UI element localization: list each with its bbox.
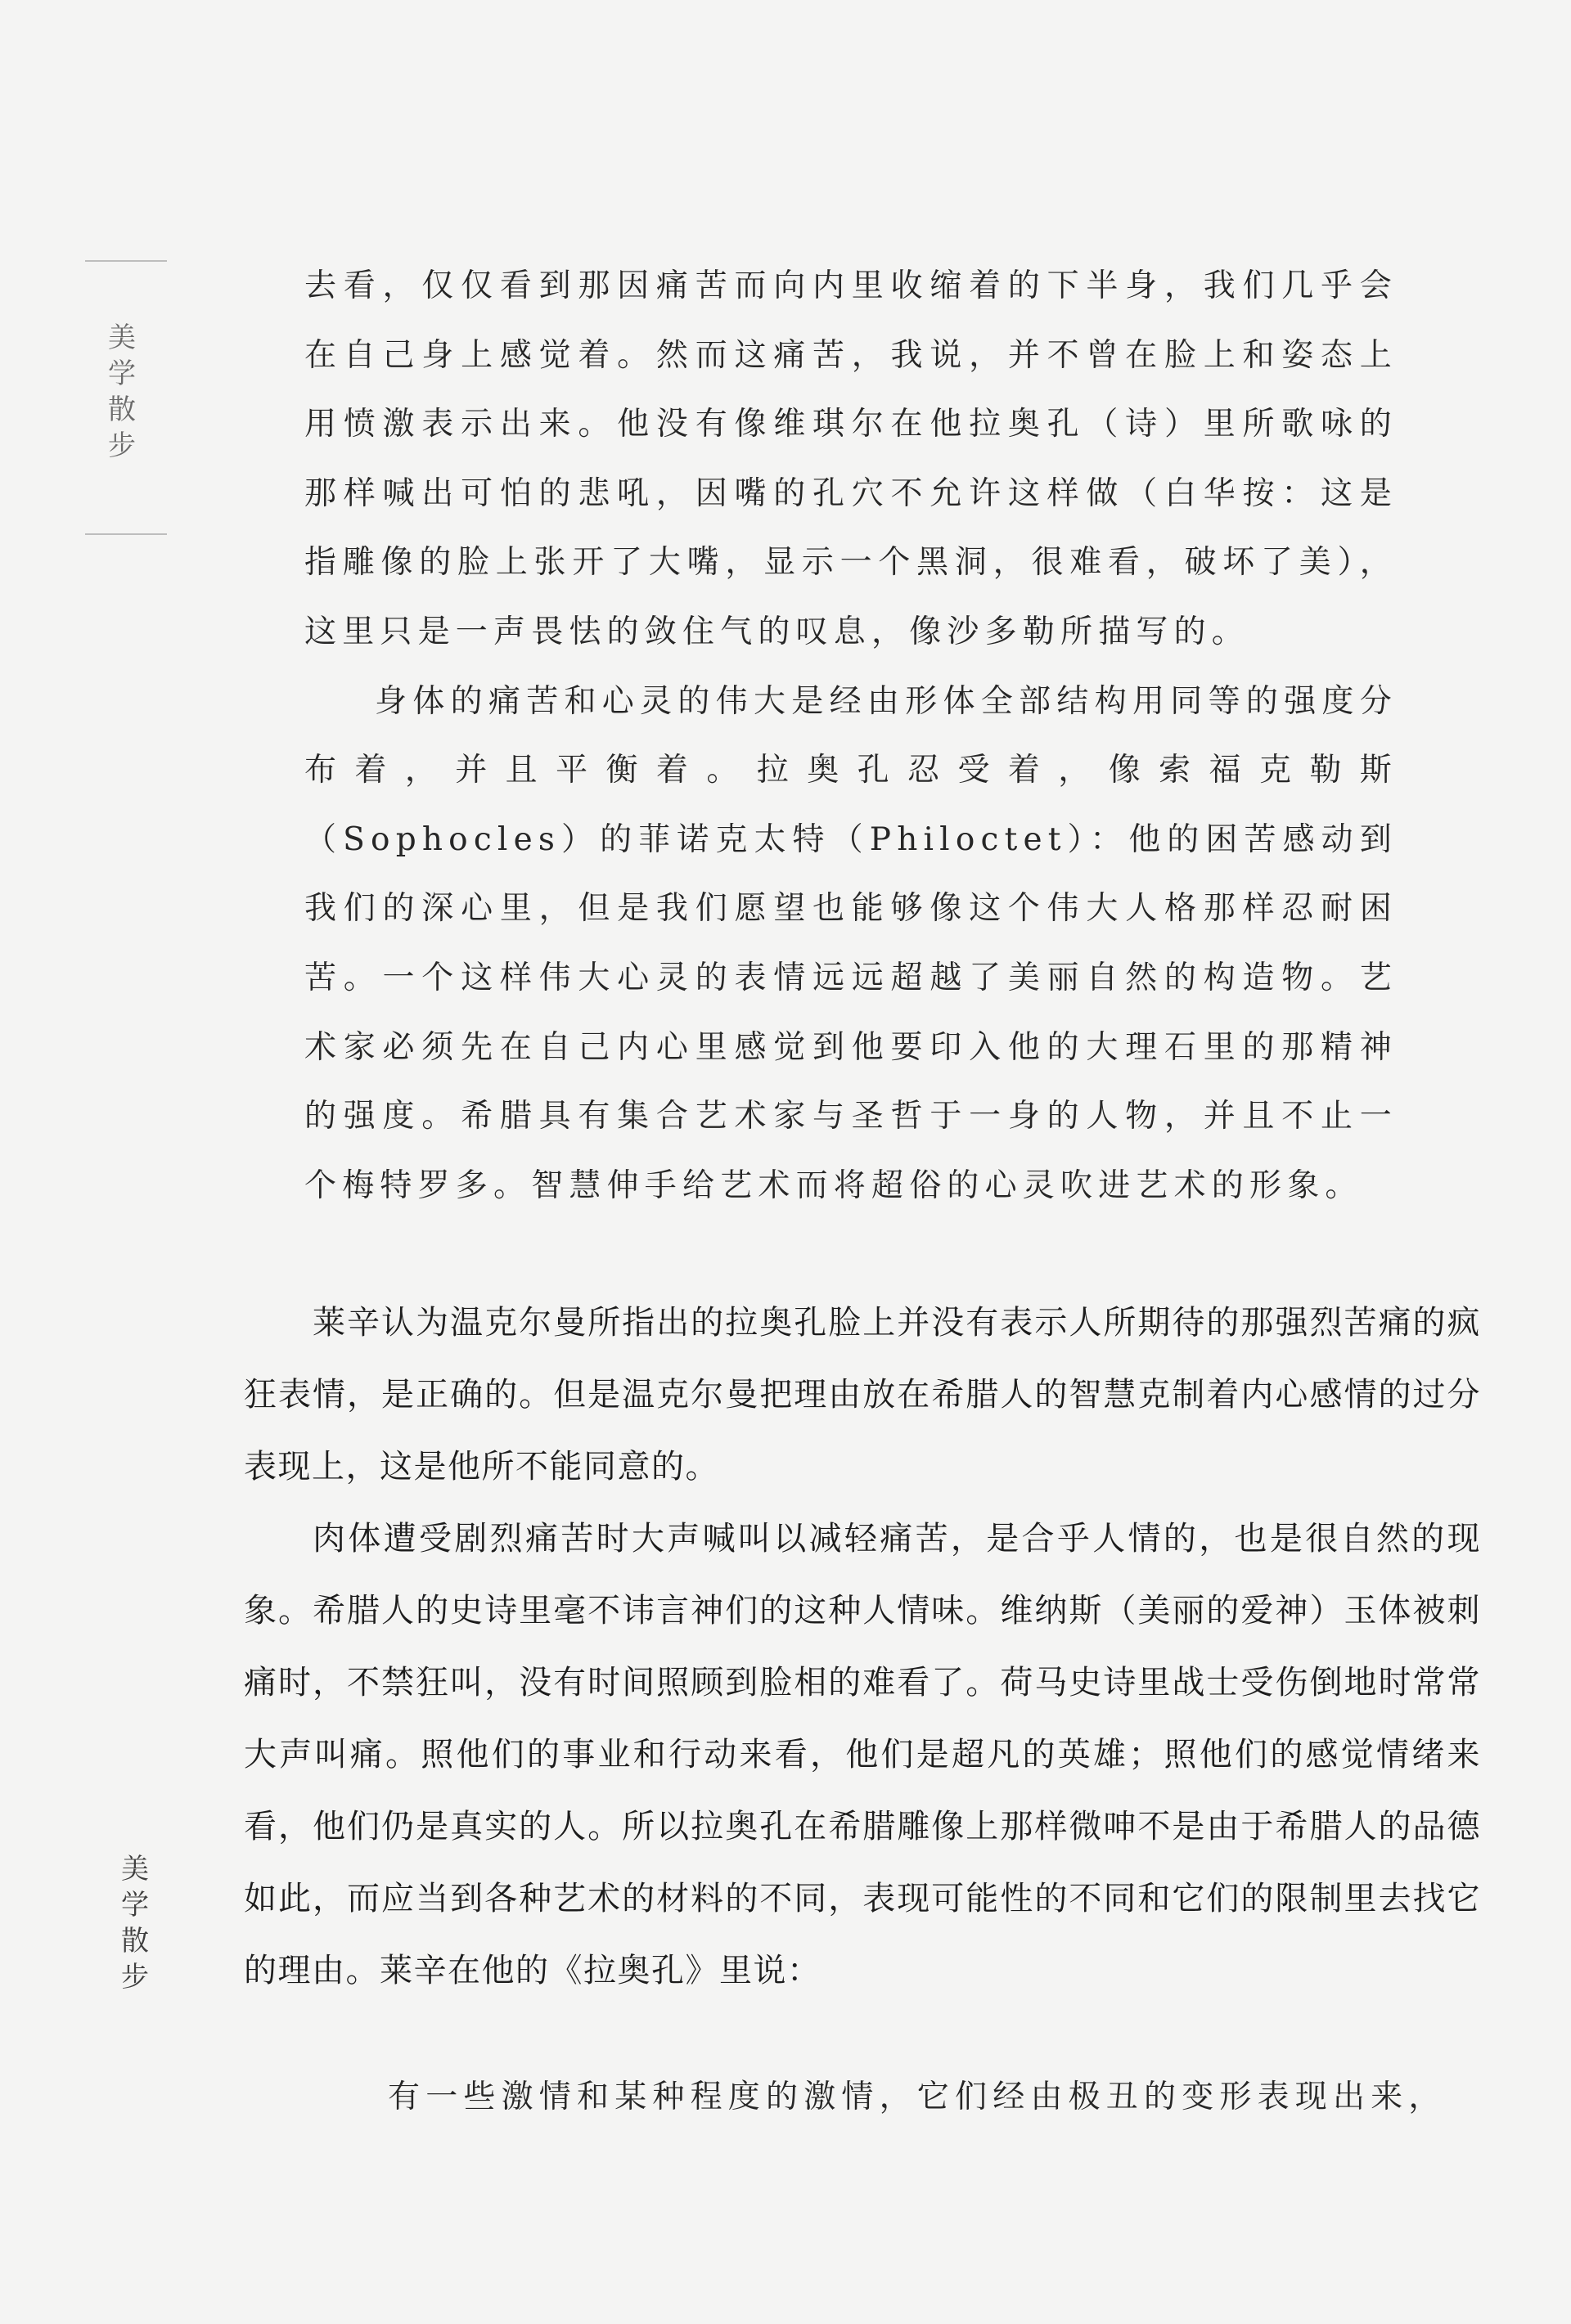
margin-rule-bottom [85, 533, 167, 535]
running-header-char: 步 [108, 429, 136, 462]
quote-paragraph: 去看，仅仅看到那因痛苦而向内里收缩着的下半身，我们几乎会在自己身上感觉着。然而这痛苦，我说，并不曾在脸上和姿态上用愤激表示出来。他没有像维琪尔在他拉奥孔（诗）里所歌咏的那样喊出可怕的悲吼，因嘴的孔穴不允许这样做（白华按：这是指雕像的脸上张开了大嘴，显示一个黑洞，很难看，破坏了美），这里只是一声畏怯的敛住气的叹息，像沙多勒所描写的。 [304, 267, 1398, 650]
section-label-char: 美 [121, 1853, 149, 1886]
running-header-char: 散 [108, 393, 136, 426]
body-paragraph: 莱辛认为温克尔曼所指出的拉奥孔脸上并没有表示人所期待的那强烈苦痛的疯狂表情，是正确的。但是温克尔曼把理由放在希腊人的智慧克制着内心感情的过分表现上，这是他所不能同意的。 [244, 1304, 1481, 1486]
quote-paragraph: 身体的痛苦和心灵的伟大是经由形体全部结构用同等的强度分布着，并且平衡着。拉奥孔忍受着，像索福克勒斯（Sophocles）的菲诺克太特（Philoctet）：他的困苦感动到我们的深心里，但是我们愿望也能够像这个伟大人格那样忍耐困苦。一个这样伟大心灵的表情远远超越了美丽自然的构造物。艺术家必须先在自己内心里感觉到他要印入他的大理石里的那精神的强度。希腊具有集合艺术家与圣哲于一身的人物，并且不止一个梅特罗多。智慧伸手给艺术而将超俗的心灵吹进艺术的形象。 [304, 682, 1398, 1204]
margin-rule-top [85, 260, 167, 262]
body-paragraph: 肉体遭受剧烈痛苦时大声喊叫以减轻痛苦，是合乎人情的，也是很自然的现象。希腊人的史诗里毫不讳言神们的这种人情味。维纳斯（美丽的爱神）玉体被刺痛时，不禁狂叫，没有时间照顾到脸相的难看了。荷马史诗里战士受伤倒地时常常大声叫痛。照他们的事业和行动来看，他们是超凡的英雄；照他们的感觉情绪来看，他们仍是真实的人。所以拉奥孔在希腊雕像上那样微呻不是由于希腊人的品德如此，而应当到各种艺术的材料的不同，表现可能性的不同和它们的限制里去找它的理由。莱辛在他的《拉奥孔》里说： [244, 1520, 1481, 1989]
running-header-char: 学 [108, 357, 136, 390]
running-header-vertical [108, 321, 136, 468]
quoted-line-bottom [388, 2063, 1481, 2132]
quoted-passage [304, 252, 1398, 1220]
running-header-char: 美 [108, 321, 136, 354]
section-label-vertical [121, 1855, 149, 1999]
quote-line: 有一些激情和某种程度的激情，它们经由极丑的变形表现出来， [388, 2079, 1447, 2115]
section-label-char: 学 [121, 1889, 149, 1922]
section-label-char: 散 [121, 1925, 149, 1958]
body-text [244, 1287, 1481, 2007]
section-label-char: 步 [121, 1961, 149, 1994]
